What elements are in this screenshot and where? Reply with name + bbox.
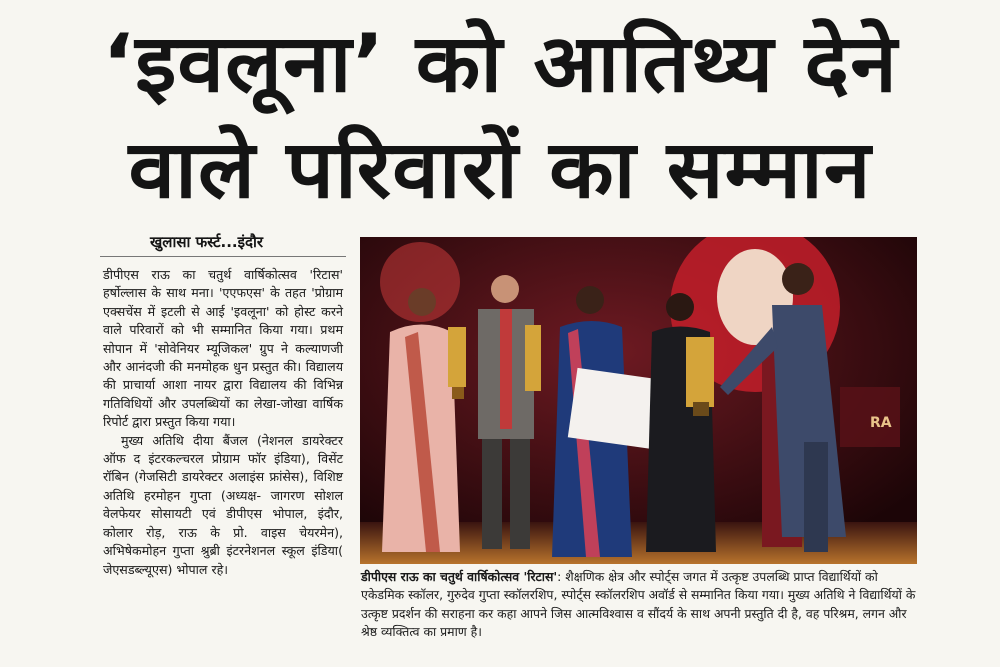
article-paragraph: डीपीएस राऊ का चतुर्थ वार्षिकोत्सव 'रिटास' हर्षोल्लास के साथ मना। 'एएफएस' के तहत 'प्रोग्राम एक्सचेंस में इटली से आई 'इवलूना' को होस्ट करने वाले परिवारों को भी सम्मानित किया गया। प्रथम सोपान में 'सोवेनियर म्यूजिकल' ग्रुप ने कल्याणजी और आनंदजी की मनमोहक धुन प्रस्तुत की। विद्यालय की प्राचार्या आशा नायर द्वारा विद्यालय की विभिन्न गतिविधियों और उपलब्धियों का लेखा-जोखा वार्षिक रिपोर्ट द्वारा प्रस्तुत किया गया।: [103, 267, 343, 430]
dateline-divider: [100, 256, 346, 257]
caption-lead: डीपीएस राऊ का चतुर्थ वार्षिकोत्सव 'रिटास': [361, 569, 558, 584]
award-ceremony-photo: [360, 237, 917, 564]
headline-line-1: ‘इवलूना’ को आतिथ्य देने: [102, 17, 898, 110]
headline-line-2: वाले परिवारों का सम्मान: [128, 123, 872, 216]
caption-text: : शैक्षणिक क्षेत्र और स्पोर्ट्स जगत में उत्कृष्ट उपलब्धि प्राप्त विद्यार्थियों को एकेडमिक स्कॉलर, गुरुदेव गुप्ता स्कॉलरशिप, स्पोर्ट्स स्कॉलरशिप अवॉर्ड से सम्मानित किया गया। मुख्य अतिथि ने विद्यार्थियों के उत्कृष्ट प्रदर्शन की सराहना कर कहा आपने जिस आत्मविश्वास व सौंदर्य के साथ अपनी प्रस्तुति दी है, वह परिश्रम, लगन और श्रेष्ठ व्यक्तित्व का प्रमाण है।: [361, 569, 916, 640]
article-body: [103, 266, 343, 579]
article-paragraph: मुख्य अतिथि दीया बैंजल (नेशनल डायरेक्टर ऑफ द इंटरकल्चरल प्रोग्राम फॉर इंडिया), विसेंट रॉबिन (गेजसिटी डायरेक्टर अलाइंस फ्रांसेस), विशिष्ट अतिथि हरमोहन गुप्ता (अध्यक्ष- जागरण सोशल वेलफेयर सोसायटी एवं डीपीएस भोपाल, इंदौर, कोलार रोड़, राऊ के प्रो. वाइस चेयरमेन), अभिषेकमोहन गुप्ता श्रुब्री इंटरनेशनल स्कूल इंडिया( जेएसडब्ल्यूएस) भोपाल रहे।: [103, 432, 343, 577]
backdrop-text: RA: [870, 415, 892, 431]
dateline: खुलासा फर्स्ट...इंदौर: [150, 233, 263, 251]
photo-caption: [361, 568, 921, 642]
